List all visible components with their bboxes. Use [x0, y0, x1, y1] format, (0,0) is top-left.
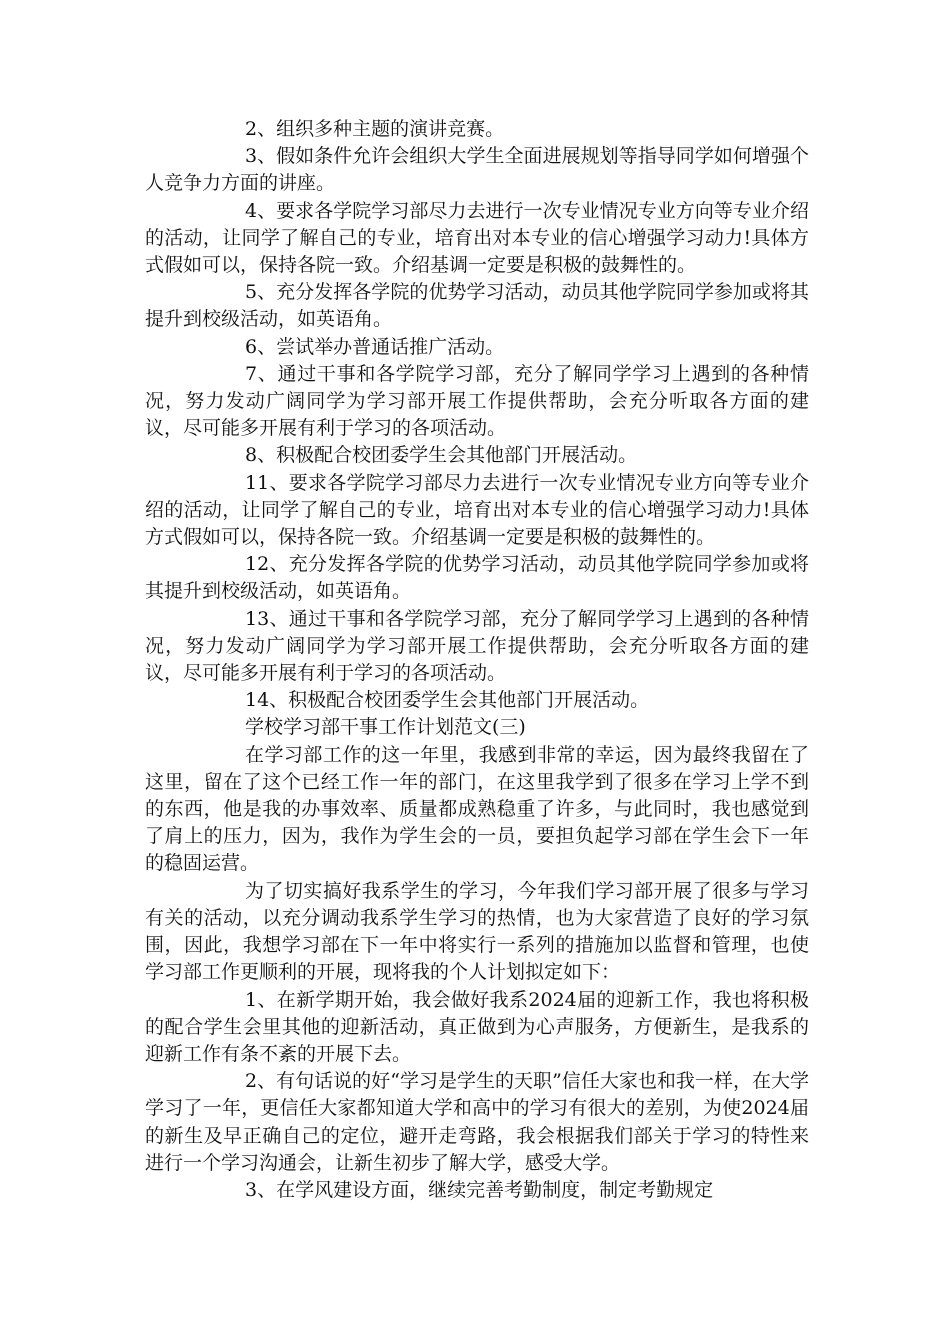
body-paragraph-intro: 在学习部工作的这一年里，我感到非常的幸运，因为最终我留在了这里，留在了这个已经工作一年的部门，在这里我学到了很多在学习上学不到的东西，他是我的办事效率、质量都成熟稳重了许多，与此同时，我也感觉到了肩上的压力，因为，我作为学生会的一员，要担负起学习部在学生会下一年的稳固运营。: [145, 743, 809, 875]
paragraph-item-2: 2、组织多种主题的演讲竞赛。: [245, 118, 505, 140]
paragraph-item-12: 12、充分发挥各学院的优势学习活动，动员其他学院同学参加或将其提升到校级活动，如英语角。: [145, 553, 809, 603]
paragraph-item-4: 4、要求各学院学习部尽力去进行一次专业情况专业方向等专业介绍的活动，让同学了解自己的专业，培育出对本专业的信心增强学习动力!具体方式假如可以，保持各院一致。介绍基调一定要是积极的鼓舞性的。: [145, 199, 809, 277]
paragraph-item-8: 8、积极配合校团委学生会其他部门开展活动。: [245, 444, 638, 467]
document-body: [145, 116, 809, 1204]
paragraph-item-7: 7、通过干事和各学院学习部，充分了解同学学习上遇到的各种情况，努力发动广阔同学为学习部开展工作提供帮助，会充分听取各方面的建议，尽可能多开展有利于学习的各项活动。: [145, 362, 809, 440]
body-paragraph-plan: 为了切实搞好我系学生的学习，今年我们学习部开展了很多与学习有关的活动，以充分调动我系学生学习的热情，也为大家营造了良好的学习氛围，因此，我想学习部在下一年中将实行一系列的措施加以监督和管理，也使学习部工作更顺利的开展，现将我的个人计划拟定如下：: [145, 879, 809, 984]
paragraph-item-11: 11、要求各学院学习部尽力去进行一次专业情况专业方向等专业介绍的活动，让同学了解自己的专业，培育出对本专业的信心增强学习动力!具体方式假如可以，保持各院一致。介绍基调一定要是积极的鼓舞性的。: [145, 471, 809, 549]
paragraph-item-13: 13、通过干事和各学院学习部，充分了解同学学习上遇到的各种情况，努力发动广阔同学为学习部开展工作提供帮助，会充分听取各方面的建议，尽可能多开展有利于学习的各项活动。: [145, 607, 809, 685]
plan-item-2: 2、有句话说的好“学习是学生的天职”信任大家也和我一样，在大学学习了一年，更信任大家都知道大学和高中的学习有很大的差别，为使2024届的新生及早正确自己的定位，避开走弯路，我会根据我们部关于学习的特性来进行一个学习沟通会，让新生初步了解大学，感受大学。: [145, 1070, 809, 1174]
paragraph-item-3: 3、假如条件允许会组织大学生全面进展规划等指导同学如何增强个人竞争力方面的讲座。: [145, 145, 809, 195]
plan-item-3: 3、在学风建设方面，继续完善考勤制度，制定考勤规定: [245, 1178, 714, 1201]
section-heading: 学校学习部干事工作计划范文(三): [245, 716, 526, 739]
plan-item-1: 1、在新学期开始，我会做好我系2024届的迎新工作，我也将积极的配合学生会里其他的迎新活动，真正做到为心声服务，方便新生，是我系的迎新工作有条不紊的开展下去。: [145, 988, 809, 1065]
paragraph-item-6: 6、尝试举办普通话推广活动。: [245, 335, 505, 358]
paragraph-item-5: 5、充分发挥各学院的优势学习活动，动员其他学院同学参加或将其提升到校级活动，如英语角。: [145, 281, 809, 331]
paragraph-item-14: 14、积极配合校团委学生会其他部门开展活动。: [245, 689, 650, 712]
